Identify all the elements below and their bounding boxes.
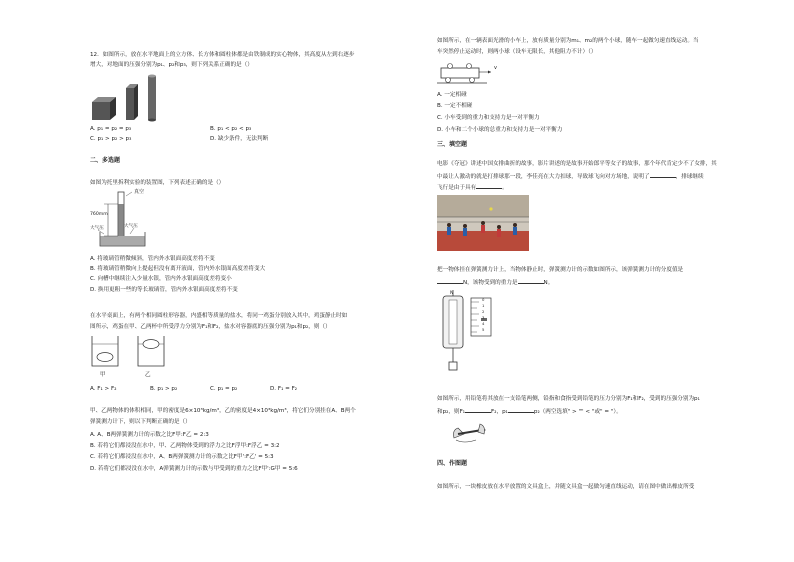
pencil-stem-line1: 如图所示，用铅笔将其放在一支铅笔两侧，铅指和食指受到铅笔的压力分别为F₁和F₂，受到的压强分别为p₁ — [437, 396, 700, 402]
blank-pencil-pressure[interactable] — [508, 407, 534, 413]
q12-option-c[interactable]: C. p₁ > p₂ > p₃ — [90, 136, 132, 142]
q12-option-d[interactable]: D. 缺少条件，无法判断 — [210, 136, 269, 142]
scale-tick-labels: 0 1 2 3 4 5 — [482, 297, 485, 332]
torricelli-option-c[interactable]: C. 向槽中继续注入少量水银，管内外水银面高度差将变小 — [90, 276, 232, 282]
pencil-line2: 和p₂，则F₁ F₂，p₁ p₂（两空选填" > "" < "或" = "）。 — [437, 409, 622, 415]
cart-option-a[interactable]: A. 一定相碰 — [437, 92, 467, 98]
cart-option-d[interactable]: D. 小车和二个小球的总重力和支持力是一对平衡力 — [437, 127, 563, 133]
egg-yi — [143, 340, 159, 349]
eggs-option-d[interactable]: D. F₁ = F₂ — [270, 386, 298, 392]
density-option-a[interactable]: A. A、B两弹簧测力计的示数之比F甲:F乙 = 2:3 — [90, 432, 209, 438]
cart-stem-line1: 如图所示，在一辆表面光滑的小车上，放有质量分别为m₁、m₂的两个小球，随车一起做匀速直线运动。当 — [437, 38, 699, 44]
torricelli-option-d[interactable]: D. 换用更粗一些的等长玻璃管，管内外水银面高度差将不变 — [90, 287, 238, 293]
cart-option-b[interactable]: B. 一定不相碰 — [437, 103, 473, 109]
label-jia: 甲 — [100, 372, 106, 378]
atm-pressure-right-label: 大气压 — [124, 224, 138, 229]
eggs-containers-figure — [90, 334, 170, 370]
blank-pencil-force[interactable] — [465, 407, 491, 413]
q12-option-b[interactable]: B. p₁ < p₂ < p₃ — [210, 126, 252, 132]
density-stem-line2: 弹簧测力计下，则以下判断正确的是（） — [90, 419, 191, 425]
eggs-option-c[interactable]: C. p₁ = p₂ — [210, 386, 238, 392]
density-option-d[interactable]: D. 若将它们都浸没在水中，A弹簧测力计的示数与甲受到的重力之比F甲':G甲 = 5:6 — [90, 466, 298, 472]
egg-jia — [97, 353, 113, 362]
atm-pressure-left-label: 大气压 — [90, 226, 104, 231]
torricelli-apparatus-figure — [90, 190, 160, 250]
cylinder-shape — [148, 76, 156, 120]
volleyball-photo — [437, 195, 529, 251]
cart-figure — [437, 60, 497, 90]
spring-scale-figure — [437, 290, 497, 372]
q12-stem-line2: 增大，对地面的压强分别为p₁、p₂和p₃，则下列关系正确的是（） — [90, 62, 253, 68]
eggs-stem-line2: 图所示，鸡蛋在甲、乙两杯中所受浮力分别为F₁和F₂，盐水对容器底的压强分别为p₁和p₂，则（） — [90, 324, 331, 330]
eggs-option-a[interactable]: A. F₁ > F₂ — [90, 386, 117, 392]
blank-volleyball-1[interactable] — [650, 172, 676, 178]
hanging-weight — [449, 362, 457, 370]
cuboid-shape — [126, 88, 134, 120]
pencil-fingers-figure — [450, 420, 490, 446]
scale-stem: 把一物体挂在弹簧测力计上，当物体静止时，弹簧测力计的示数如图所示，该弹簧测力计的分度值是 — [437, 267, 684, 273]
blank-scale-weight[interactable] — [518, 278, 544, 284]
torricelli-option-a[interactable]: A. 将玻璃管稍微倾斜，管内外水银面高度差将不变 — [90, 256, 215, 262]
q12-stem-line1: 12．如图所示，放在水平地面上的立方体、长方体和圆柱体都是由铁制成的实心物体，其高度从左到右逐步 — [90, 52, 355, 58]
cube-shape — [92, 102, 110, 120]
torricelli-option-b[interactable]: B. 将玻璃管稍微向上提起但没有离开液面，管内外水银面高度差将变大 — [90, 266, 266, 272]
vacuum-label: 真空 — [134, 189, 145, 195]
section-fill-blank-heading: 三、填空题 — [437, 141, 468, 148]
eggs-option-b[interactable]: B. p₁ > p₂ — [150, 386, 178, 392]
cart-body — [441, 68, 479, 78]
scale-line2: N，该物受到的重力是 N。 — [437, 278, 553, 287]
section-multiple-choice-heading: 二、多选题 — [90, 157, 121, 164]
volleyball-line2: 中最让人激动的就是打排球那一段，李佳亮在大力扣球，导致球飞向对方场地，说明了 ，排球继续 — [437, 174, 704, 180]
scale-zoom — [471, 298, 491, 336]
volleyball-line3: 飞行是由于具有 。 — [437, 185, 508, 191]
torricelli-stem: 如图为托里拆利实验的装置图，下列表述正确的是（） — [90, 180, 225, 186]
q12-option-a[interactable]: A. p₁ = p₂ = p₃ — [90, 126, 132, 132]
blank-scale-division[interactable] — [437, 278, 463, 284]
label-yi: 乙 — [145, 372, 151, 378]
solid-blocks-figure — [90, 72, 180, 124]
height-760mm-label: 760mm — [90, 212, 108, 217]
section-drawing-heading: 四、作图题 — [437, 460, 468, 467]
density-option-c[interactable]: C. 若将它们都浸没在水中，A、B两弹簧测力计的示数之比F甲':F乙' = 5:3 — [90, 454, 274, 460]
velocity-label: v — [494, 65, 497, 71]
ball-m1 — [448, 64, 453, 69]
cart-option-c[interactable]: C. 小车受到的重力和支持力是一对平衡力 — [437, 115, 540, 121]
density-stem-line1: 甲、乙两物体的体积相同，甲的密度是6×10³kg/m³，乙的密度是4×10³kg/m³，将它们分别挂在A、B两个 — [90, 408, 356, 414]
cart-stem-line2: 车突然停止运动时，则两小球（设车无限长，其他阻力不计）（） — [437, 49, 597, 55]
drawing-line1: 如图所示，一块橡皮放在水平放置的文具盒上，并随文具盒一起做匀速直线运动，请在图中做出橡皮所受 — [437, 484, 695, 490]
blank-volleyball-2[interactable] — [476, 183, 502, 189]
ball-m2 — [467, 64, 472, 69]
density-option-b[interactable]: B. 若将它们都浸没在水中，甲、乙两物体受到的浮力之比F浮甲:F浮乙 = 3:2 — [90, 443, 280, 449]
eggs-stem-line1: 在水平桌面上，有两个相同圆柱形容器，内盛相等质量的盐水，将同一鸡蛋分别放入其中，鸡蛋静止时如 — [90, 313, 348, 319]
scale-unit-label: N — [450, 291, 454, 296]
volleyball-line1: 电影《夺冠》讲述中国女排曲折的故事，影片讲述的是故事开始郎平等女子的故事，那个年代肯定少不了女排，其 — [437, 161, 717, 167]
